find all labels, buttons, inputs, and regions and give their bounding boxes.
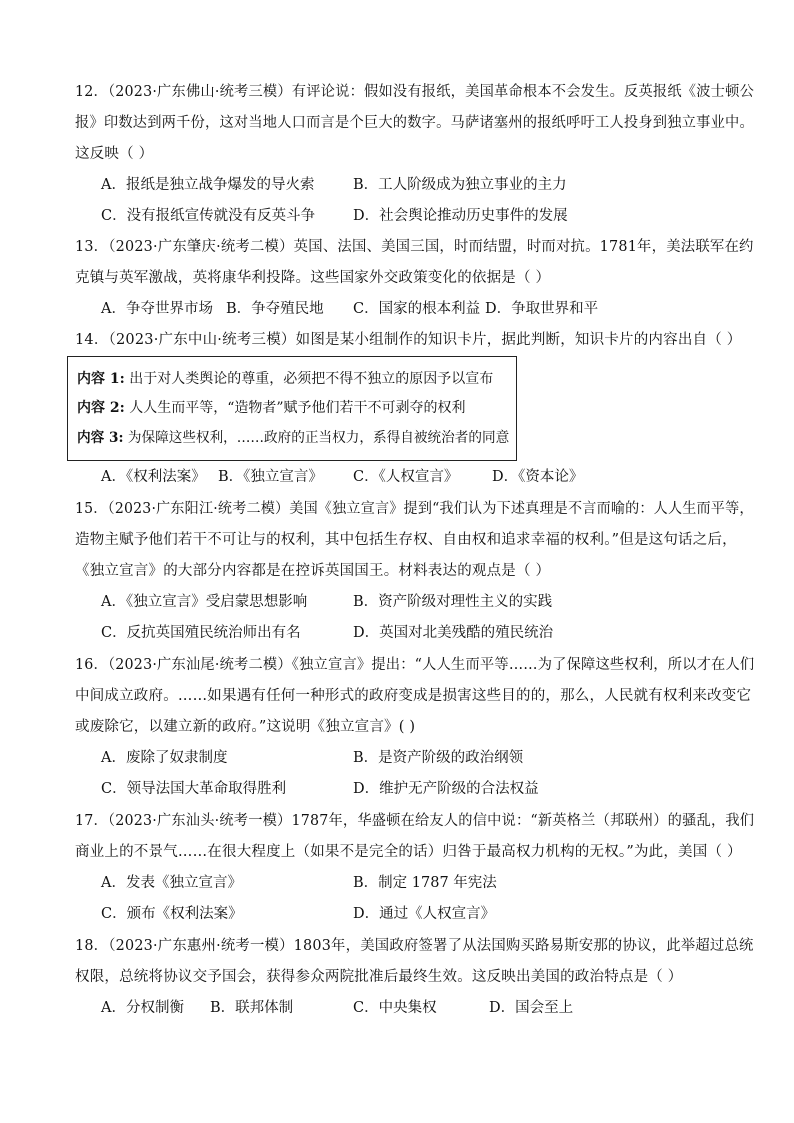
option-a[interactable]: A．废除了奴隶制度 bbox=[101, 750, 228, 766]
card-row-text: 出于对人类舆论的尊重，必须把不得不独立的原因予以宣布 bbox=[124, 371, 494, 387]
card-row-text: 人人生而平等，“造物者”赋予他们若干不可剥夺的权利 bbox=[124, 400, 466, 416]
option-c[interactable]: C．颁布《权利法案》 bbox=[101, 906, 243, 922]
option-a[interactable]: A．《独立宣言》受启蒙思想影响 bbox=[101, 594, 308, 610]
card-row-3 bbox=[77, 428, 509, 448]
question-text-line: 《独立宣言》的大部分内容都是在控诉英国国王。材料表达的观点是（ ） bbox=[75, 563, 551, 579]
question-text-line: 14．（2023·广东中山·统考三模）如图是某小组制作的知识卡片，据此判断，知识卡片的内容出自（ ） bbox=[75, 332, 742, 348]
option-a[interactable]: A．报纸是独立战争爆发的导火索 bbox=[101, 177, 315, 193]
option-b[interactable]: B．工人阶级成为独立事业的主力 bbox=[353, 177, 567, 193]
option-b[interactable]: B．联邦体制 bbox=[210, 1000, 294, 1016]
option-a[interactable]: A．争夺世界市场 bbox=[101, 301, 213, 317]
card-row-label: 内容 1: bbox=[77, 371, 125, 387]
question-text-line: 权限，总统将协议交予国会，获得参众两院批准后最终生效。这反映出美国的政治特点是（ ） bbox=[75, 969, 683, 985]
question-text-line: 或废除它，以建立新的政府。”这说明《独立宣言》( ) bbox=[75, 719, 416, 735]
knowledge-card bbox=[67, 356, 517, 461]
option-b[interactable]: B．争夺殖民地 bbox=[226, 301, 324, 317]
card-row-1 bbox=[77, 369, 493, 389]
question-text-line: 报》印数达到两千份，这对当地人口而言是个巨大的数字。马萨诸塞州的报纸呼吁工人投身到独立事业中。 bbox=[75, 115, 754, 131]
card-row-label: 内容 2: bbox=[77, 400, 125, 416]
option-d[interactable]: D．维护无产阶级的合法权益 bbox=[353, 781, 539, 797]
option-d[interactable]: D．社会舆论推动历史事件的发展 bbox=[353, 208, 568, 224]
card-row-text: 为保障这些权利，……政府的正当权力，系得自被统治者的同意 bbox=[123, 430, 510, 446]
option-d[interactable]: D．争取世界和平 bbox=[485, 301, 599, 317]
option-d[interactable]: D．英国对北美残酷的殖民统治 bbox=[353, 625, 554, 641]
option-c[interactable]: C．国家的根本利益 bbox=[353, 301, 481, 317]
question-text-line: 造物主赋予他们若干不可让与的权利，其中包括生存权、自由权和追求幸福的权利。”但是这句话之后， bbox=[75, 532, 737, 548]
option-d[interactable]: D．《资本论》 bbox=[492, 469, 584, 485]
option-d[interactable]: D．国会至上 bbox=[489, 1000, 574, 1016]
option-c[interactable]: C．领导法国大革命取得胜利 bbox=[101, 781, 287, 797]
option-b[interactable]: B．是资产阶级的政治纲领 bbox=[353, 750, 524, 766]
option-a[interactable]: A．发表《独立宣言》 bbox=[101, 875, 242, 891]
option-c[interactable]: C．反抗英国殖民统治师出有名 bbox=[101, 625, 301, 641]
question-text-line: 中间成立政府。……如果遇有任何一种形式的政府变成是损害这些目的的，那么，人民就有权利来改变它 bbox=[75, 688, 752, 704]
option-a[interactable]: A．分权制衡 bbox=[101, 1000, 184, 1016]
option-c[interactable]: C．没有报纸宣传就没有反英斗争 bbox=[101, 208, 316, 224]
option-b[interactable]: B．资产阶级对理性主义的实践 bbox=[353, 594, 553, 610]
question-text-line: 这反映（ ） bbox=[75, 146, 154, 162]
question-text-line: 克镇与英军激战，英将康华利投降。这些国家外交政策变化的依据是（ ） bbox=[75, 270, 551, 286]
option-b[interactable]: B．制定 1787 年宪法 bbox=[353, 875, 497, 891]
option-d[interactable]: D．通过《人权宣言》 bbox=[353, 906, 496, 922]
option-a[interactable]: A．《权利法案》 bbox=[101, 469, 206, 485]
question-text-line: 15．（2023·广东阳江·统考二模）美国《独立宣言》提到“我们认为下述真理是不言而喻的：人人生而平等， bbox=[75, 501, 754, 517]
question-text-line: 商业上的不景气……在很大程度上（如果不是完全的话）归咎于最高权力机构的无权。”为此，美国（ ） bbox=[75, 844, 742, 860]
card-row-2 bbox=[77, 398, 466, 418]
card-row-label: 内容 3: bbox=[77, 430, 124, 446]
option-c[interactable]: C．《人权宣言》 bbox=[353, 469, 459, 485]
question-text-line: 13．（2023·广东肇庆·统考二模）英国、法国、美国三国，时而结盟，时而对抗。1781年，美法联军在约 bbox=[75, 239, 754, 255]
option-b[interactable]: B．《独立宣言》 bbox=[218, 469, 323, 485]
question-text-line: 12．（2023·广东佛山·统考三模）有评论说：假如没有报纸，美国革命根本不会发生。反英报纸《波士顿公 bbox=[75, 84, 755, 100]
option-c[interactable]: C．中央集权 bbox=[353, 1000, 437, 1016]
question-text-line: 16．（2023·广东汕尾·统考二模）《独立宣言》提出：“人人生而平等……为了保障这些权利，所以才在人们 bbox=[75, 657, 755, 673]
question-text-line: 18．（2023·广东惠州·统考一模）1803年，美国政府签署了从法国购买路易斯安那的协议，此举超过总统 bbox=[75, 938, 754, 954]
question-text-line: 17．（2023·广东汕头·统考一模）1787年，华盛顿在给友人的信中说：“新英格兰（邦联州）的骚乱，我们 bbox=[75, 813, 755, 829]
